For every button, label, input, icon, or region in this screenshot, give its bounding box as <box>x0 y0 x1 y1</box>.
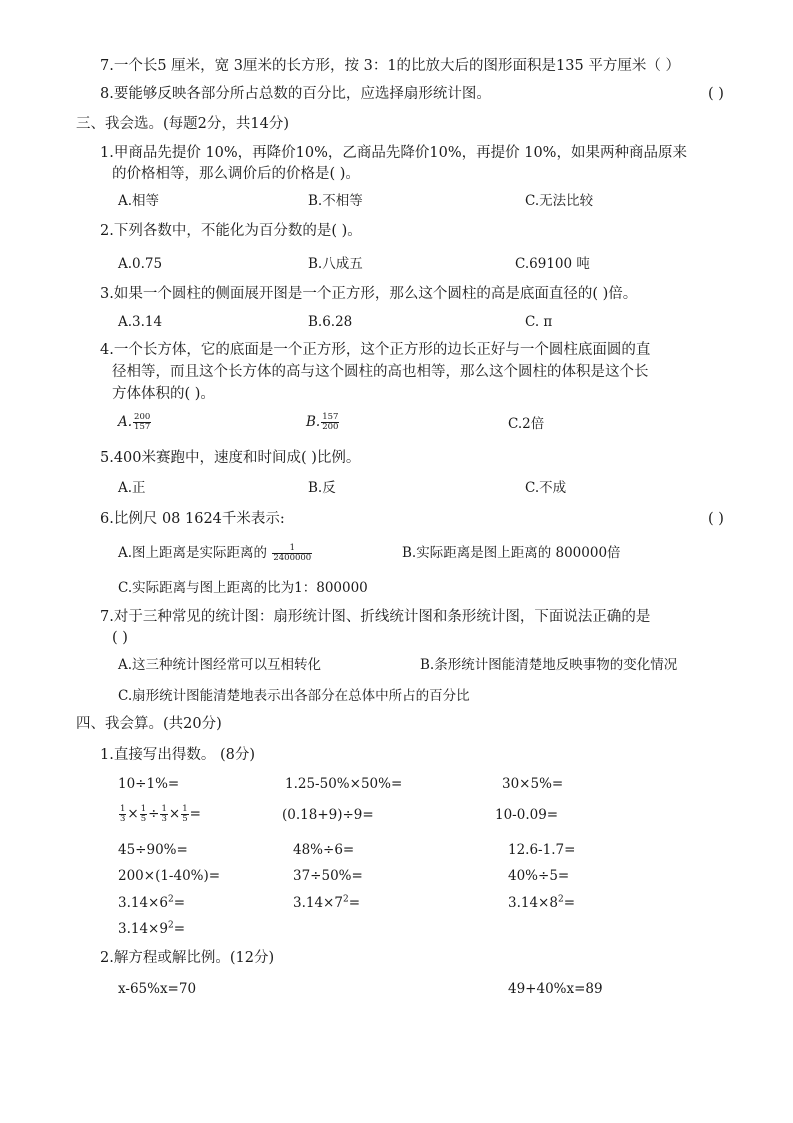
calc-r1-c3: 30×5%= <box>502 776 564 792</box>
s3-q1-line2: 的价格相等，那么调价后的价格是( )。 <box>112 166 360 182</box>
s3-q3-option-a[interactable]: A.3.14 <box>118 314 163 330</box>
s3-q4-b-num: 157 <box>322 412 339 422</box>
s3-q6-a-den: 2400000 <box>273 553 312 563</box>
calc-r2-op1: × <box>127 806 139 822</box>
s3-q5-option-a[interactable]: A.正 <box>118 480 146 496</box>
calc-r1-c1: 10÷1%= <box>118 776 180 792</box>
s3-q4-line1: 4.一个长方体，它的底面是一个正方形，这个正方形的边长正好与一个圆柱底面圆的直 <box>100 342 651 358</box>
calc-r5-c3-exp: 2 <box>557 894 564 905</box>
s3-q6-paren[interactable]: ( ) <box>708 511 724 527</box>
calc-r5-c2-base: 3.14×7 <box>293 895 343 911</box>
calc-r2-op3: × <box>168 806 181 822</box>
s3-q4-line2: 径相等，而且这个长方体的高与这个圆柱的高也相等，那么这个圆柱的体积是这个长 <box>112 364 649 380</box>
s3-q1-option-c[interactable]: C.无法比较 <box>525 193 594 209</box>
s3-q6-a-fraction <box>272 544 312 563</box>
s3-q6-option-c[interactable]: C.实际距离与图上距离的比为1：800000 <box>118 580 368 596</box>
calc-r5-c1 <box>118 893 185 913</box>
s3-q4-a-fraction <box>133 413 151 432</box>
s3-q5-text: 5.400米赛跑中，速度和时间成( )比例。 <box>100 450 361 466</box>
section3-title: 三、我会选。(每题2分，共14分) <box>76 116 289 132</box>
calc-r6-eq: = <box>173 921 186 937</box>
calc-r2-frac3-num: 1 <box>161 804 167 814</box>
calc-r5-c2-exp: 2 <box>342 894 349 905</box>
calc-r2-eq: = <box>189 806 201 822</box>
calc-r2-frac3 <box>160 805 167 824</box>
calc-r5-c2-eq: = <box>348 895 361 911</box>
calc-r2-frac4-den: 5 <box>182 814 188 824</box>
calc-r6-exp: 2 <box>167 920 174 931</box>
calc-r3-c2: 48%÷6= <box>293 842 355 858</box>
calc-r2-frac1-den: 3 <box>120 814 126 824</box>
s3-q6-text: 6.比例尺 08 1624千米表示: <box>100 511 285 527</box>
calc-r5-c3-eq: = <box>563 895 576 911</box>
s3-q6-a-num: 1 <box>272 544 312 554</box>
s3-q7-option-c[interactable]: C.扇形统计图能清楚地表示出各部分在总体中所占的百分比 <box>118 688 470 704</box>
s3-q4-b-prefix: B. <box>306 414 321 430</box>
s3-q7-option-a[interactable]: A.这三种统计图经常可以互相转化 <box>118 657 322 673</box>
calc-r2-frac2 <box>140 805 147 824</box>
s3-q5-option-c[interactable]: C.不成 <box>525 480 567 496</box>
s3-q7-line2[interactable]: ( ) <box>112 630 128 646</box>
s3-q4-line3: 方体体积的( )。 <box>112 386 215 402</box>
calc-r4-c2: 37÷50%= <box>293 868 363 884</box>
calc-r4-c1: 200×(1-40%)= <box>118 868 221 884</box>
s3-q4-option-a[interactable] <box>118 412 152 432</box>
calc-r2-frac4 <box>181 805 188 824</box>
s3-q1-option-b[interactable]: B.不相等 <box>308 193 363 209</box>
s3-q7-option-b[interactable]: B.条形统计图能清楚地反映事物的变化情况 <box>420 657 678 673</box>
s3-q7-line1: 7.对于三种常见的统计图：扇形统计图、折线统计图和条形统计图，下面说法正确的是 <box>100 609 651 625</box>
equation-2: 49+40%x=89 <box>508 981 603 997</box>
calc-r2-frac2-num: 1 <box>140 804 147 814</box>
s3-q4-a-num: 200 <box>134 412 151 422</box>
calc-r2-op2: ÷ <box>148 806 160 822</box>
s3-q4-a-prefix: A. <box>118 414 133 430</box>
s3-q4-b-den: 200 <box>322 422 339 432</box>
s4-sub1: 1.直接写出得数。 (8分) <box>100 747 255 763</box>
s3-q3-option-b[interactable]: B.6.28 <box>308 314 353 330</box>
judge-q8-paren[interactable]: ( ) <box>708 86 724 102</box>
s3-q4-b-fraction <box>321 413 339 432</box>
s3-q4-a-den: 157 <box>134 422 151 432</box>
section4-title: 四、我会算。(共20分) <box>76 716 222 732</box>
calc-r5-c2 <box>293 893 360 913</box>
calc-r2-c1 <box>118 804 201 824</box>
judge-q7: 7.一个长5 厘米，宽 3厘米的长方形，按 3：1的比放大后的图形面积是135 平方厘米（ ） <box>100 58 680 74</box>
s3-q4-option-b[interactable] <box>306 412 340 432</box>
s3-q2-option-a[interactable]: A.0.75 <box>118 256 163 272</box>
calc-r2-frac1-num: 1 <box>120 804 126 814</box>
s3-q2-option-b[interactable]: B.八成五 <box>308 256 363 272</box>
calc-r2-frac3-den: 3 <box>161 814 167 824</box>
s3-q4-option-c[interactable]: C.2倍 <box>508 416 545 432</box>
s3-q6-option-a[interactable] <box>118 543 313 563</box>
calc-r2-frac1 <box>119 805 126 824</box>
s3-q3-text: 3.如果一个圆柱的侧面展开图是一个正方形，那么这个圆柱的高是底面直径的( )倍。 <box>100 286 638 302</box>
calc-r2-c3: 10-0.09= <box>495 807 559 823</box>
calc-r1-c2: 1.25-50%×50%= <box>285 776 403 792</box>
equation-1: x-65%x=70 <box>118 981 197 997</box>
calc-r4-c3: 40%÷5= <box>508 868 570 884</box>
calc-r5-c3-base: 3.14×8 <box>508 895 558 911</box>
calc-r5-c1-exp: 2 <box>167 894 174 905</box>
calc-r6-base: 3.14×9 <box>118 921 168 937</box>
calc-r5-c1-eq: = <box>173 895 186 911</box>
calc-r2-c2: (0.18+9)÷9= <box>282 807 374 823</box>
calc-r2-frac2-den: 5 <box>140 814 147 824</box>
s3-q3-option-c[interactable]: C. π <box>525 314 553 330</box>
s3-q2-text: 2.下列各数中，不能化为百分数的是( )。 <box>100 223 362 239</box>
s3-q6-option-b[interactable]: B.实际距离是图上距离的 800000倍 <box>402 545 621 561</box>
calc-r5-c1-base: 3.14×6 <box>118 895 168 911</box>
s3-q6-a-text: A.图上距离是实际距离的 <box>118 545 268 561</box>
s4-sub2: 2.解方程或解比例。(12分) <box>100 950 275 966</box>
s3-q1-option-a[interactable]: A.相等 <box>118 193 160 209</box>
s3-q2-option-c[interactable]: C.69100 吨 <box>515 256 590 272</box>
calc-r3-c1: 45÷90%= <box>118 842 188 858</box>
calc-r5-c3 <box>508 893 575 913</box>
calc-r6-c1 <box>118 919 185 939</box>
judge-q8: 8.要能够反映各部分所占总数的百分比，应选择扇形统计图。 <box>100 86 491 102</box>
calc-r3-c3: 12.6-1.7= <box>508 842 576 858</box>
s3-q1-line1: 1.甲商品先提价 10%，再降价10%，乙商品先降价10%，再提价 10%，如果两种商品原来 <box>100 145 687 161</box>
calc-r2-frac4-num: 1 <box>182 804 188 814</box>
s3-q5-option-b[interactable]: B.反 <box>308 480 336 496</box>
